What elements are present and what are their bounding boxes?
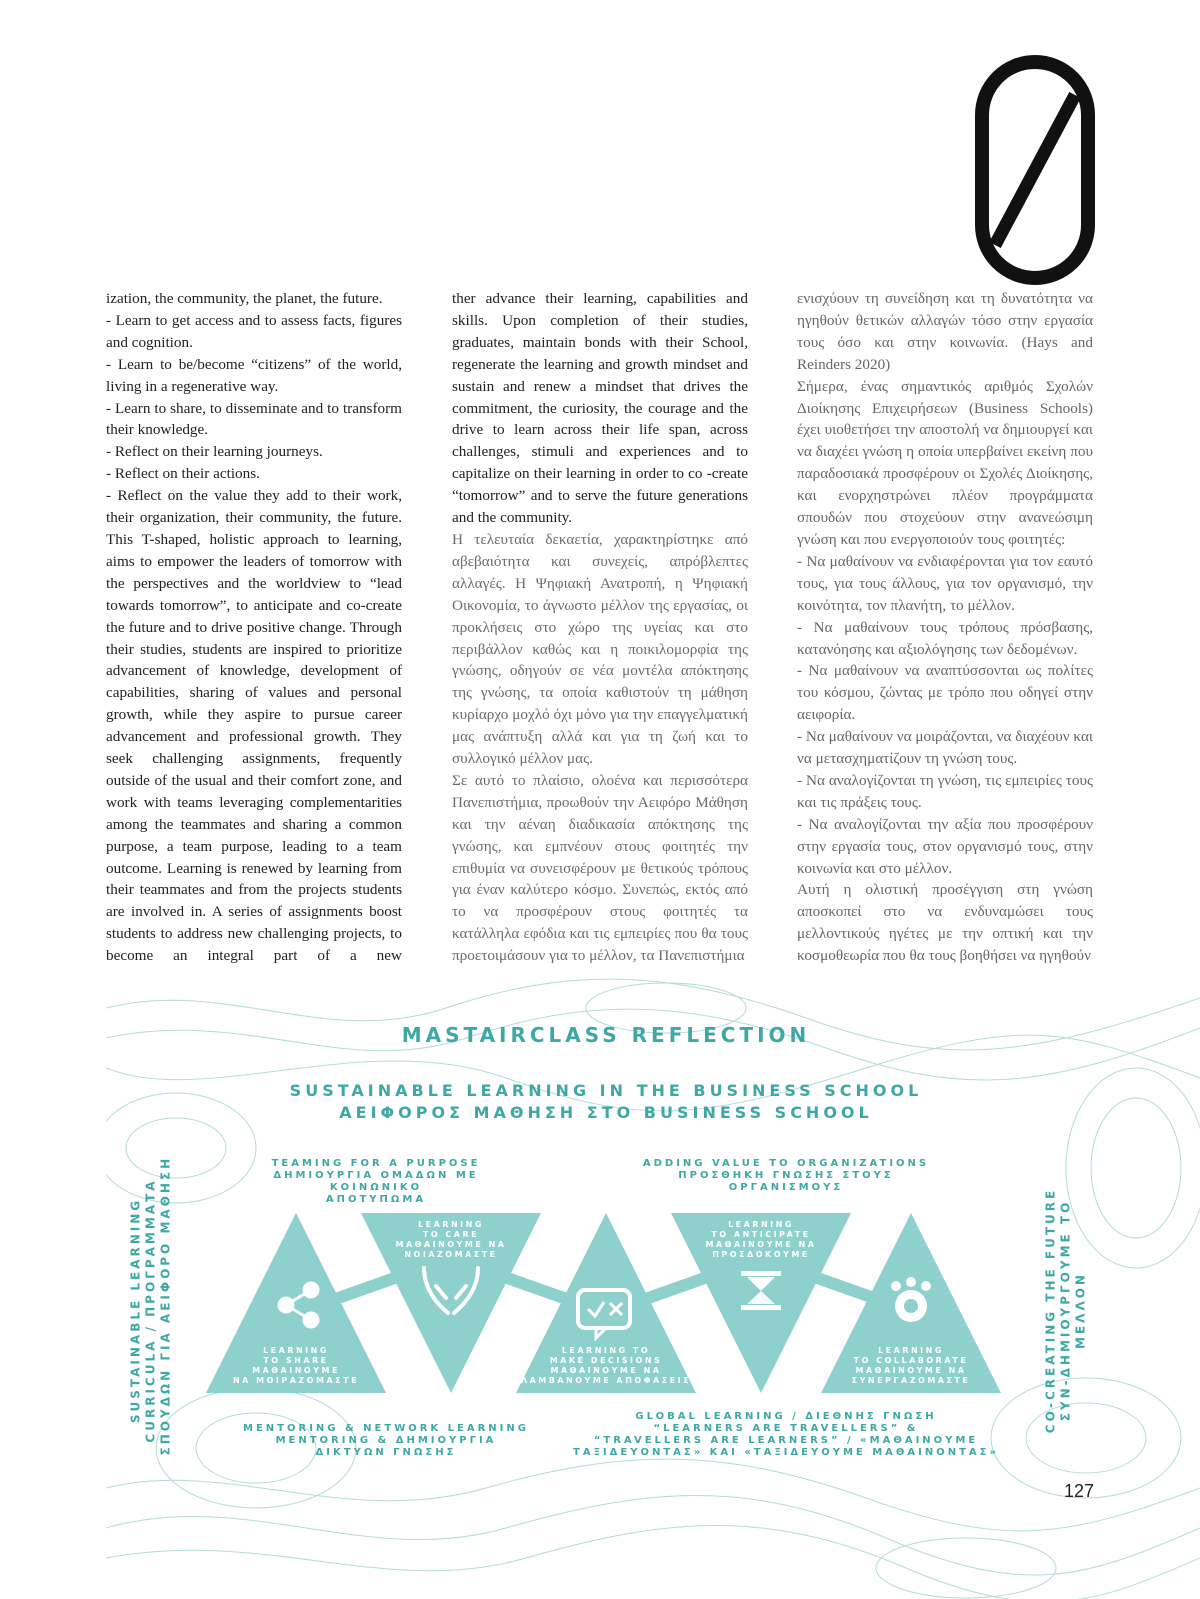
label-line: ΤΑΞΙΔΕΥΟΝΤΑΣ» ΚΑΙ «ΤΑΞΙΔΕΥΟΥΜΕ ΜΑΘΑΙΝΟΝΤΑΣ»: [573, 1447, 999, 1458]
col1-para: - Reflect on the value they add to their work, their organization, their community, the future. This T-shaped, holistic approach to learning, aims to empower the leaders of tomorrow with the perspectives and the worldview to “lead towards tomorrow”, to anticipate and co-create the future and to drive positive change. Through their studies, students are inspired to prioritize advancement of knowledge, development of capabilities, sharing of values and personal growth, while they aspire to pursue career advancement and professional growth. They seek challenging assignments, frequently outside of the usual and their comfort zone, and work with teams leveraging complementarities among the teammates and sharing a common purpose, a team purpose, leading to a team outcome. Learning is renewed by learning from their teammates and from the projects students are involved in. A series of assignments boost students to address new challenging projects, to become an integral part of a new: [106, 487, 402, 965]
col1-para: - Learn to be/become “citizens” of the world, living in a regenerative way.: [106, 355, 402, 395]
infographic-panel: [106, 968, 1200, 1599]
col1-para: - Reflect on their actions.: [106, 465, 260, 483]
tri-line: ΜΑΘΑΙΝΟΥΜΕ ΝΑ: [550, 1366, 662, 1375]
tri-line: MAKE DECISIONS: [549, 1356, 663, 1365]
label-line: ΔΗΜΙΟΥΡΓΙΑ ΟΜΑΔΩΝ ΜΕ ΚΟΙΝΩΝΙΚΟ: [273, 1170, 479, 1193]
page-number: 127: [1064, 1481, 1095, 1501]
col2-greek-para: Σε αυτό το πλαίσιο, ολοένα και περισσότερα Πανεπιστήμια, προωθούν την Αειφόρο Μάθηση και την αέναη διαδικασία απόκτησης της γνώσης, και εμπνέουν στους φοιτητές την επιθυμία να συνεισφέρουν με θετικούς τρόπους για έναν καλύτερο κόσμο. Συνεπώς, εκτός από το να προσφέρουν στους φοιτητές τα κατάλληλα εφόδια και τις εμπειρίες που θα τους προετοιμάσουν για το μέλλον, τα Πανεπιστήμια: [452, 771, 748, 965]
col2-greek-para: Η τελευταία δεκαετία, χαρακτηρίστηκε από αβεβαιότητα και συνεχείς, απρόβλεπτες αλλαγές. Η Ψηφιακή Ανατροπή, η Ψηφιακή Οικονομία, το άγνωστο μέλλον της εργασίας, οι προκλήσεις στο χώρο της υγείας και στο περιβάλλον καθώς και η ποικιλομορφία της γνώσης, οδηγούν σε νέα μοντέλα απόκτησης της γνώσης, τα οποία καθιστούν τη μάθηση κυρίαρχο μοχλό όχι μόνο για την επαγγελματική μας ανάπτυξη αλλά και για τη ζωή και το συλλογικό μέλλον μας.: [452, 530, 748, 768]
tri-line: TO CARE: [422, 1230, 480, 1239]
tri-line: ΝΟΙΑΖΟΜΑΣΤΕ: [404, 1250, 498, 1259]
tri-line: ΜΑΘΑΙΝΟΥΜΕ ΝΑ: [705, 1240, 817, 1249]
col3-para: - Να αναλογίζονται την αξία που προσφέρουν στην εργασία τους, στον οργανισμό τους, στην κοινωνία και στο μέλλον.: [797, 815, 1093, 877]
label-line: ΟΡΓΑΝΙΣΜΟΥΣ: [728, 1182, 844, 1193]
col2-english-para: ther advance their learning, capabilities and skills. Upon completion of their studies, graduates, maintain bonds with their School, regenerate the learning and growth mindset and sustain and renew a mindset that drives the commitment, the curiosity, the courage and the drive to learn across their life span, across challenges, stimuli and experiences and to capitalize on their learning in order to co -create “tomorrow” and to serve the future generations and the community.: [452, 290, 748, 527]
tri-line: LEARNING: [418, 1220, 484, 1229]
label-line: “TRAVELLERS ARE LEARNERS” / «ΜΑΘΑΙΝΟΥΜΕ: [593, 1435, 979, 1446]
infographic-subtitle-gr: ΑΕΙΦΟΡΟΣ ΜΑΘΗΣΗ ΣΤΟ BUSINESS SCHOOL: [339, 1103, 873, 1122]
col3-para: - Να μαθαίνουν να αναπτύσσονται ως πολίτες του κόσμου, ζώντας με τρόπο που οδηγεί στην αειφορία.: [797, 662, 1093, 724]
column-3: [797, 288, 1093, 967]
col3-para: - Να αναλογίζονται τη γνώση, τις εμπειρίες τους και τις πράξεις τους.: [797, 771, 1093, 811]
col1-para: - Learn to share, to disseminate and to transform their knowledge.: [106, 399, 402, 439]
col3-para: - Να μαθαίνουν να ενδιαφέρονται για τον εαυτό τους, για τους άλλους, για τον οργανισμό, την κοινότητα, τον πλανήτη, το μέλλον.: [797, 552, 1093, 614]
left-vertical-line: CURRICULA / ΠΡΟΓΡΑΜΜΑΤΑ: [143, 1178, 158, 1443]
right-vertical-line: CO-CREATING THE FUTURE: [1043, 1187, 1058, 1434]
chapter-zero-glyph: [975, 55, 1095, 285]
tri-line: ΝΑ ΜΟΙΡΑΖΟΜΑΣΤΕ: [232, 1376, 360, 1385]
col3-para: Σήμερα, ένας σημαντικός αριθμός Σχολών Διοίκησης Επιχειρήσεων (Business Schools) έχει υιοθετήσει την αποστολή να δημιουργεί και να διαχέει γνώση η οποία υπερβαίνει εκείνη που παραδοσιακά προσφέρουν οι Σχολές Διοίκησης, και ενορχηστρώνει πλέον προγράμματα σπουδών που στοχεύουν στην ανανεώσιμη γνώση και που ενεργοποιούν τους φοιτητές:: [797, 377, 1093, 548]
col3-para: Αυτή η ολιστική προσέγγιση στη γνώση αποσκοπεί στο να ενδυναμώσει τους μελλοντικούς ηγέτες με την οπτική και την κοσμοθεωρία που θα τους βοηθήσει να ηγηθούν: [797, 881, 1093, 965]
tri-line: LEARNING: [728, 1220, 794, 1229]
infographic-subtitle-en: SUSTAINABLE LEARNING IN THE BUSINESS SCHOOL: [289, 1081, 923, 1100]
column-2: [452, 288, 748, 967]
tri-line: ΜΑΘΑΙΝΟΥΜΕ ΝΑ: [855, 1366, 967, 1375]
col3-para: - Να μαθαίνουν να μοιράζονται, να διαχέουν και να μετασχηματίζουν τη γνώση τους.: [797, 728, 1093, 768]
label-line: TEAMING FOR A PURPOSE: [271, 1158, 481, 1169]
infographic-title: MASTAIRCLASS REFLECTION: [401, 1023, 811, 1047]
tri-line: LEARNING TO: [561, 1346, 651, 1355]
column-1: [106, 288, 402, 989]
global-learning-label: [556, 1411, 1016, 1459]
triangle-share-label: [216, 1346, 376, 1386]
triangle-decisions-label: [516, 1346, 696, 1386]
label-line: ΠΡΟΣΘΗΚΗ ΓΝΩΣΗΣ ΣΤΟΥΣ: [678, 1170, 894, 1181]
tri-line: TO ANTICIPATE: [711, 1230, 811, 1239]
triangle-care-label: [371, 1220, 531, 1260]
col1-para: ization, the community, the planet, the future.: [106, 290, 383, 307]
col1-para: - Reflect on their learning journeys.: [106, 443, 323, 461]
tri-line: LEARNING: [878, 1346, 944, 1355]
tri-line: ΣΥΝΕΡΓΑΖΟΜΑΣΤΕ: [851, 1376, 971, 1385]
tri-line: ΛΑΜΒΑΝΟΥΜΕ ΑΠΟΦΑΣΕΙΣ: [520, 1376, 692, 1385]
label-line: MENTORING & ΔΗΜΙΟΥΡΓΙΑ: [275, 1435, 497, 1446]
tri-line: TO SHARE: [263, 1356, 329, 1365]
label-line: ΔΙΚΤΥΩΝ ΓΝΩΣΗΣ: [315, 1447, 457, 1458]
left-vertical-line: ΣΠΟΥΔΩΝ ΓΙΑ ΑΕΙΦΟΡΟ ΜΑΘΗΣΗ: [158, 1155, 173, 1456]
right-vertical-line: ΜΕΛΛΟΝ: [1073, 1272, 1088, 1349]
col3-para: ενισχύουν τη συνείδηση και τη δυνατότητα να ηγηθούν θετικών αλλαγών τόσο στην εργασία τους όσο και στην κοινωνία. (Hays and Reinders 2020): [797, 290, 1093, 373]
tri-line: TO COLLABORATE: [853, 1356, 969, 1365]
triangle-collaborate-label: [826, 1346, 996, 1386]
triangles-diagram: [106, 968, 1200, 1599]
label-line: “LEARNERS ARE TRAVELLERS” &: [653, 1423, 919, 1434]
col3-para: - Να μαθαίνουν τους τρόπους πρόσβασης, κατανόησης και αξιολόγησης των δεδομένων.: [797, 618, 1093, 658]
tri-line: ΠΡΟΣΔΟΚΟΥΜΕ: [712, 1250, 810, 1259]
left-vertical-line: SUSTAINABLE LEARNING: [128, 1197, 143, 1424]
triangle-anticipate-label: [681, 1220, 841, 1260]
tri-line: ΜΑΘΑΙΝΟΥΜΕ: [252, 1366, 340, 1375]
col1-para: - Learn to get access and to assess facts, figures and cognition.: [106, 311, 402, 351]
tri-line: ΜΑΘΑΙΝΟΥΜΕ ΝΑ: [395, 1240, 507, 1249]
label-line: ΑΠΟΤΥΠΩΜΑ: [325, 1194, 427, 1205]
tri-line: LEARNING: [263, 1346, 329, 1355]
right-vertical-line: ΣΥΝ-ΔΗΜΙΟΥΡΓΟΥΜΕ ΤΟ: [1058, 1199, 1073, 1422]
label-line: GLOBAL LEARNING / ΔΙΕΘΝΗΣ ΓΝΩΣΗ: [635, 1411, 937, 1422]
label-line: ADDING VALUE TO ORGANIZATIONS: [642, 1158, 930, 1169]
mentoring-label: [236, 1423, 536, 1459]
label-line: MENTORING & NETWORK LEARNING: [243, 1423, 529, 1434]
